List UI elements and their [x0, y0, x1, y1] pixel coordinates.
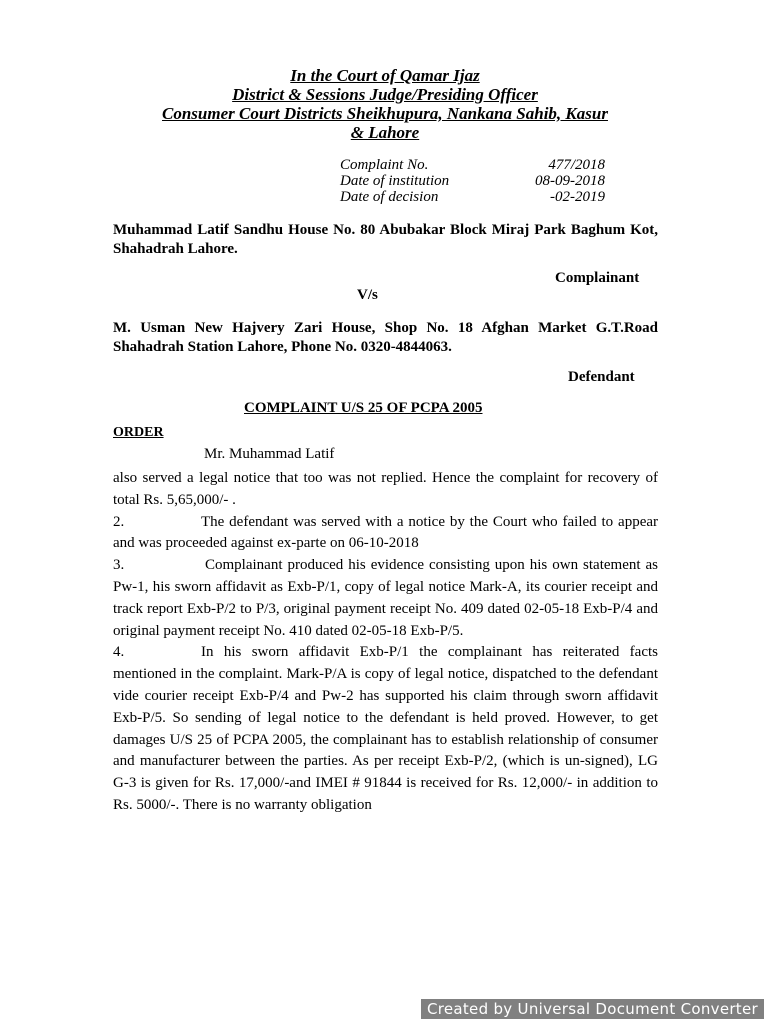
addressee-name: Mr. Muhammad Latif [204, 446, 335, 462]
paragraph-2-number: 2. [113, 513, 125, 530]
decision-date-label: Date of decision [340, 189, 439, 205]
paragraph-2 [113, 512, 658, 556]
paragraph-3-text: Complainant produced his evidence consisting upon his own statement as Pw-1, his sworn affidavit as Exb-P/1, copy of legal notice Mark-A, its courier receipt and track report Exb-P/2 to P/3, original payment receipt No. 409 dated 02-05-18 Exb-P/4 and original payment receipt No. 410 dated 02-05-18 Exb-P/5. [113, 557, 658, 639]
header-line-4: & Lahore [350, 123, 420, 142]
complainant-address: Muhammad Latif Sandhu House No. 80 Abubakar Block Miraj Park Baghum Kot, Shahadrah Lahore. [113, 222, 658, 257]
defendant-address: M. Usman New Hajvery Zari House, Shop No. 18 Afghan Market G.T.Road Shahadrah Station Lahore, Phone No. 0320-4844063. [113, 320, 658, 355]
defendant-label: Defendant [568, 369, 635, 385]
paragraph-4 [113, 642, 658, 816]
order-body [113, 468, 658, 817]
decision-date-row [340, 189, 605, 205]
header-line-2: District & Sessions Judge/Presiding Officer [232, 85, 538, 104]
institution-date-value: 08-09-2018 [535, 173, 605, 189]
paragraph-3 [113, 555, 658, 642]
complaint-no-row [340, 157, 605, 173]
paragraph-4-text: In his sworn affidavit Exb-P/1 the complainant has reiterated facts mentioned in the complaint. Mark-P/A is copy of legal notice, dispatched to the defendant vide courier receipt Exb-P/4 and Pw-2 has supported his claim through sworn affidavit Exb-P/5. So sending of legal notice to the defendant is held proved. However, to get damages U/S 25 of PCPA 2005, the complainant has to establish relationship of consumer and manufacturer between the parties. As per receipt Exb-P/2, (which is un-signed), LG G-3 is given for Rs. 17,000/-and IMEI # 91844 is received for Rs. 12,000/- in addition to Rs. 5000/-. There is no warranty obligation [113, 644, 658, 813]
complaint-title: COMPLAINT U/S 25 OF PCPA 2005 [244, 400, 483, 416]
converter-watermark: Created by Universal Document Converter [421, 999, 764, 1019]
paragraph-1 [113, 468, 658, 512]
complaint-no-value: 477/2018 [548, 157, 605, 173]
header-line-1: In the Court of Qamar Ijaz [290, 66, 480, 85]
paragraph-2-text: The defendant was served with a notice by the Court who failed to appear and was proceeded against ex-parte on 06-10-2018 [113, 513, 658, 552]
paragraph-3-number: 3. [113, 557, 125, 574]
header-line-3: Consumer Court Districts Sheikhupura, Nankana Sahib, Kasur [162, 104, 608, 123]
order-heading: ORDER [113, 425, 164, 440]
complaint-no-label: Complaint No. [340, 157, 429, 173]
paragraph-4-number: 4. [113, 644, 125, 661]
court-header [100, 66, 670, 142]
case-info [340, 157, 605, 205]
institution-date-row [340, 173, 605, 189]
institution-date-label: Date of institution [340, 173, 450, 189]
complainant-label: Complainant [555, 270, 640, 286]
paragraph-1-text: also served a legal notice that too was not replied. Hence the complaint for recovery of total Rs. 5,65,000/- . [113, 470, 658, 508]
versus-label: V/s [357, 287, 378, 303]
decision-date-value: -02-2019 [550, 189, 605, 205]
